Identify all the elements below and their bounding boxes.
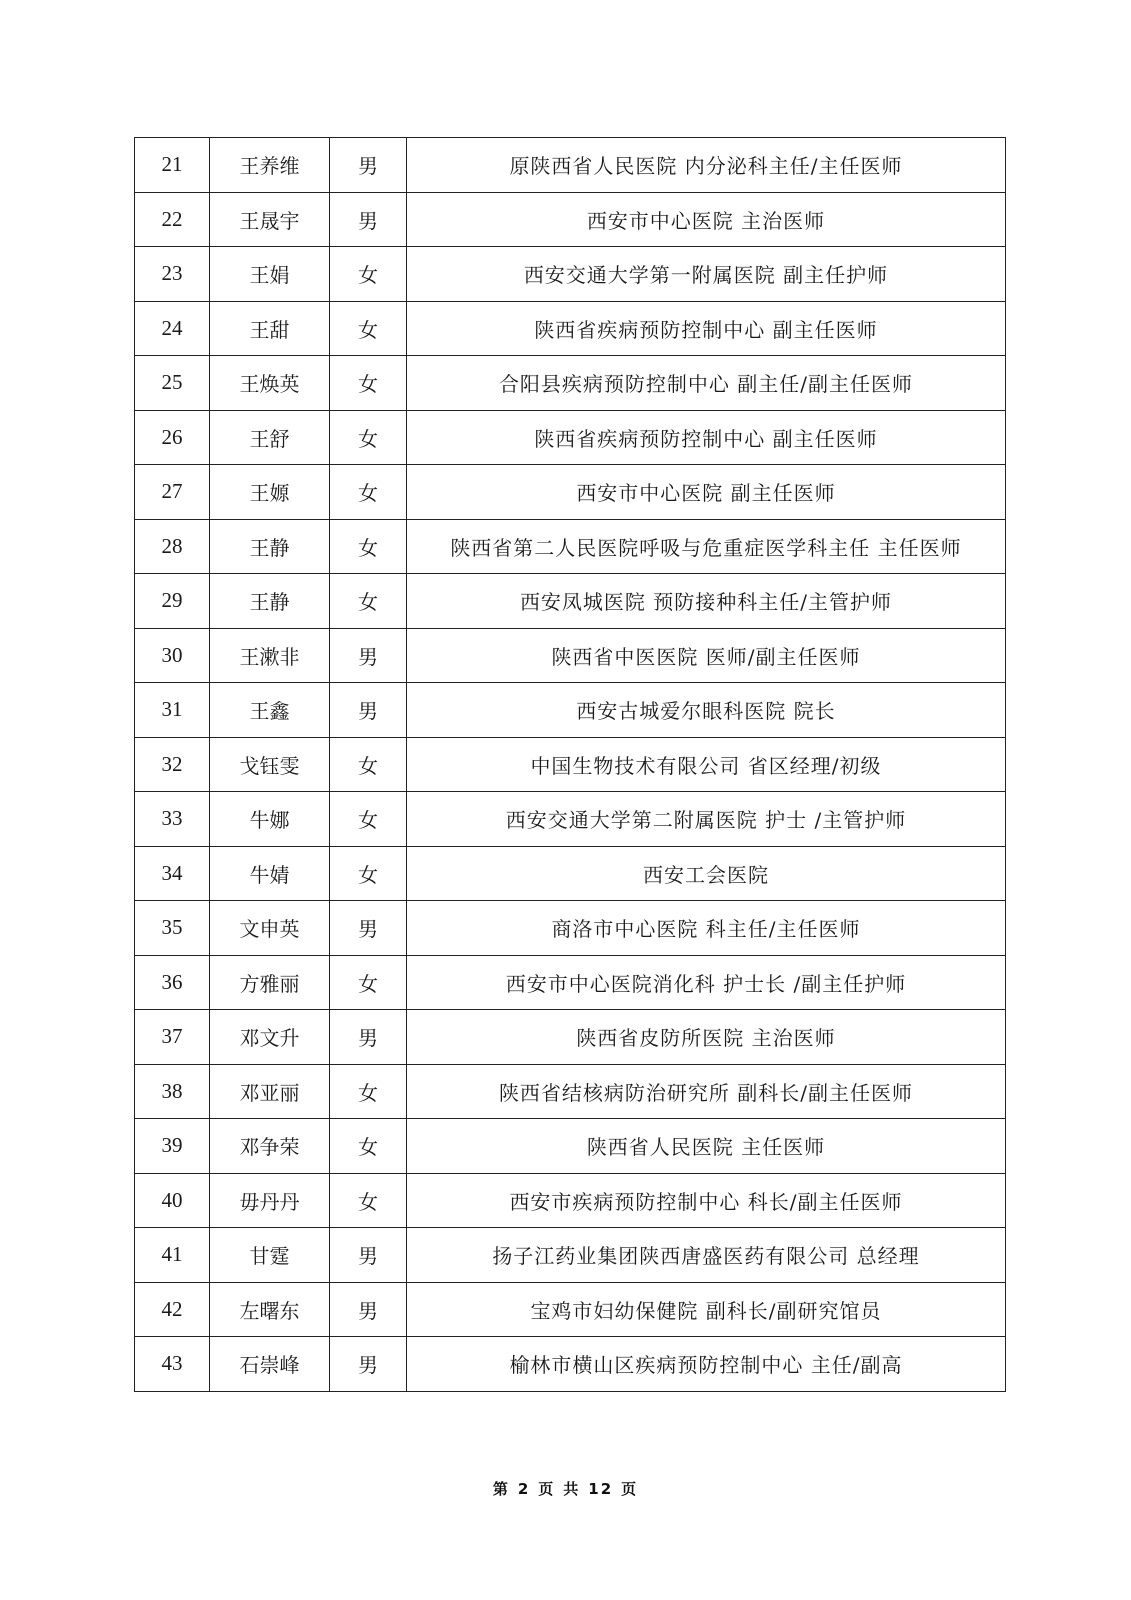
table-row [135, 465, 1006, 520]
row-gender: 女 [330, 1173, 407, 1228]
row-gender: 男 [330, 1337, 407, 1392]
row-number: 22 [135, 192, 210, 247]
footer-total-pages: 12 [588, 1480, 614, 1498]
footer-page-number: 2 [517, 1480, 531, 1498]
table-row [135, 1064, 1006, 1119]
row-number: 28 [135, 519, 210, 574]
row-name: 方雅丽 [210, 955, 330, 1010]
row-organization: 西安凤城医院 预防接种科主任/主管护师 [407, 574, 1006, 629]
row-gender: 男 [330, 1228, 407, 1283]
row-gender: 女 [330, 1119, 407, 1174]
row-name: 王晟宇 [210, 192, 330, 247]
row-gender: 女 [330, 410, 407, 465]
row-organization: 西安市中心医院 主治医师 [407, 192, 1006, 247]
table-row [135, 356, 1006, 411]
footer-page-word: 页 [538, 1480, 556, 1498]
row-organization: 陕西省疾病预防控制中心 副主任医师 [407, 410, 1006, 465]
row-name: 戈钰雯 [210, 737, 330, 792]
row-gender: 女 [330, 519, 407, 574]
row-name: 王养维 [210, 138, 330, 193]
footer-suffix: 页 [621, 1480, 639, 1498]
row-organization: 陕西省人民医院 主任医师 [407, 1119, 1006, 1174]
row-name: 邓亚丽 [210, 1064, 330, 1119]
row-number: 30 [135, 628, 210, 683]
table-row [135, 574, 1006, 629]
row-number: 21 [135, 138, 210, 193]
table-row [135, 1010, 1006, 1065]
row-organization: 榆林市横山区疾病预防控制中心 主任/副高 [407, 1337, 1006, 1392]
row-organization: 宝鸡市妇幼保健院 副科长/副研究馆员 [407, 1282, 1006, 1337]
row-gender: 男 [330, 1282, 407, 1337]
roster-body [135, 138, 1006, 1392]
row-organization: 陕西省第二人民医院呼吸与危重症医学科主任 主任医师 [407, 519, 1006, 574]
row-gender: 女 [330, 356, 407, 411]
row-organization: 西安市疾病预防控制中心 科长/副主任医师 [407, 1173, 1006, 1228]
table-row [135, 138, 1006, 193]
row-number: 43 [135, 1337, 210, 1392]
footer-prefix: 第 [492, 1480, 510, 1498]
row-number: 26 [135, 410, 210, 465]
row-number: 34 [135, 846, 210, 901]
row-number: 32 [135, 737, 210, 792]
row-organization: 中国生物技术有限公司 省区经理/初级 [407, 737, 1006, 792]
row-name: 甘霆 [210, 1228, 330, 1283]
row-gender: 女 [330, 792, 407, 847]
row-number: 35 [135, 901, 210, 956]
row-name: 石崇峰 [210, 1337, 330, 1392]
table-row [135, 301, 1006, 356]
row-number: 38 [135, 1064, 210, 1119]
row-organization: 西安市中心医院 副主任医师 [407, 465, 1006, 520]
table-row [135, 628, 1006, 683]
table-row [135, 1228, 1006, 1283]
table-row [135, 1173, 1006, 1228]
row-name: 牛娜 [210, 792, 330, 847]
row-organization: 西安交通大学第二附属医院 护士 /主管护师 [407, 792, 1006, 847]
table-row [135, 410, 1006, 465]
row-name: 牛婧 [210, 846, 330, 901]
row-number: 40 [135, 1173, 210, 1228]
row-gender: 男 [330, 901, 407, 956]
row-name: 王焕英 [210, 356, 330, 411]
row-number: 36 [135, 955, 210, 1010]
table-row [135, 846, 1006, 901]
roster-table [134, 137, 1006, 1392]
row-name: 邓文升 [210, 1010, 330, 1065]
row-gender: 女 [330, 465, 407, 520]
row-organization: 扬子江药业集团陕西唐盛医药有限公司 总经理 [407, 1228, 1006, 1283]
table-row [135, 792, 1006, 847]
row-number: 23 [135, 247, 210, 302]
row-organization: 合阳县疾病预防控制中心 副主任/副主任医师 [407, 356, 1006, 411]
table-row [135, 192, 1006, 247]
row-name: 王静 [210, 574, 330, 629]
row-name: 左曙东 [210, 1282, 330, 1337]
page-footer [0, 1478, 1131, 1499]
table-row [135, 519, 1006, 574]
table-row [135, 683, 1006, 738]
row-gender: 男 [330, 683, 407, 738]
row-gender: 女 [330, 955, 407, 1010]
table-row [135, 1337, 1006, 1392]
row-number: 25 [135, 356, 210, 411]
row-gender: 男 [330, 138, 407, 193]
row-number: 31 [135, 683, 210, 738]
row-name: 王嫄 [210, 465, 330, 520]
row-organization: 陕西省中医医院 医师/副主任医师 [407, 628, 1006, 683]
row-organization: 陕西省皮防所医院 主治医师 [407, 1010, 1006, 1065]
row-name: 王舒 [210, 410, 330, 465]
table-row [135, 737, 1006, 792]
row-name: 王娟 [210, 247, 330, 302]
row-gender: 女 [330, 1064, 407, 1119]
row-gender: 男 [330, 1010, 407, 1065]
row-organization: 西安古城爱尔眼科医院 院长 [407, 683, 1006, 738]
row-name: 邓争荣 [210, 1119, 330, 1174]
table-row [135, 247, 1006, 302]
footer-total-word: 共 [563, 1480, 581, 1498]
row-gender: 女 [330, 574, 407, 629]
row-organization: 陕西省疾病预防控制中心 副主任医师 [407, 301, 1006, 356]
row-gender: 女 [330, 737, 407, 792]
table-row [135, 901, 1006, 956]
row-organization: 陕西省结核病防治研究所 副科长/副主任医师 [407, 1064, 1006, 1119]
row-number: 37 [135, 1010, 210, 1065]
row-name: 王漱非 [210, 628, 330, 683]
row-number: 42 [135, 1282, 210, 1337]
row-name: 王甜 [210, 301, 330, 356]
row-number: 41 [135, 1228, 210, 1283]
row-number: 29 [135, 574, 210, 629]
row-number: 33 [135, 792, 210, 847]
row-name: 王鑫 [210, 683, 330, 738]
row-number: 24 [135, 301, 210, 356]
row-name: 文申英 [210, 901, 330, 956]
row-organization: 西安市中心医院消化科 护士长 /副主任护师 [407, 955, 1006, 1010]
row-gender: 女 [330, 247, 407, 302]
row-number: 27 [135, 465, 210, 520]
row-gender: 男 [330, 192, 407, 247]
table-row [135, 1282, 1006, 1337]
table-row [135, 955, 1006, 1010]
table-row [135, 1119, 1006, 1174]
row-number: 39 [135, 1119, 210, 1174]
row-name: 王静 [210, 519, 330, 574]
row-organization: 原陕西省人民医院 内分泌科主任/主任医师 [407, 138, 1006, 193]
row-name: 毋丹丹 [210, 1173, 330, 1228]
row-gender: 女 [330, 846, 407, 901]
row-organization: 西安交通大学第一附属医院 副主任护师 [407, 247, 1006, 302]
row-gender: 男 [330, 628, 407, 683]
row-organization: 西安工会医院 [407, 846, 1006, 901]
row-gender: 女 [330, 301, 407, 356]
row-organization: 商洛市中心医院 科主任/主任医师 [407, 901, 1006, 956]
